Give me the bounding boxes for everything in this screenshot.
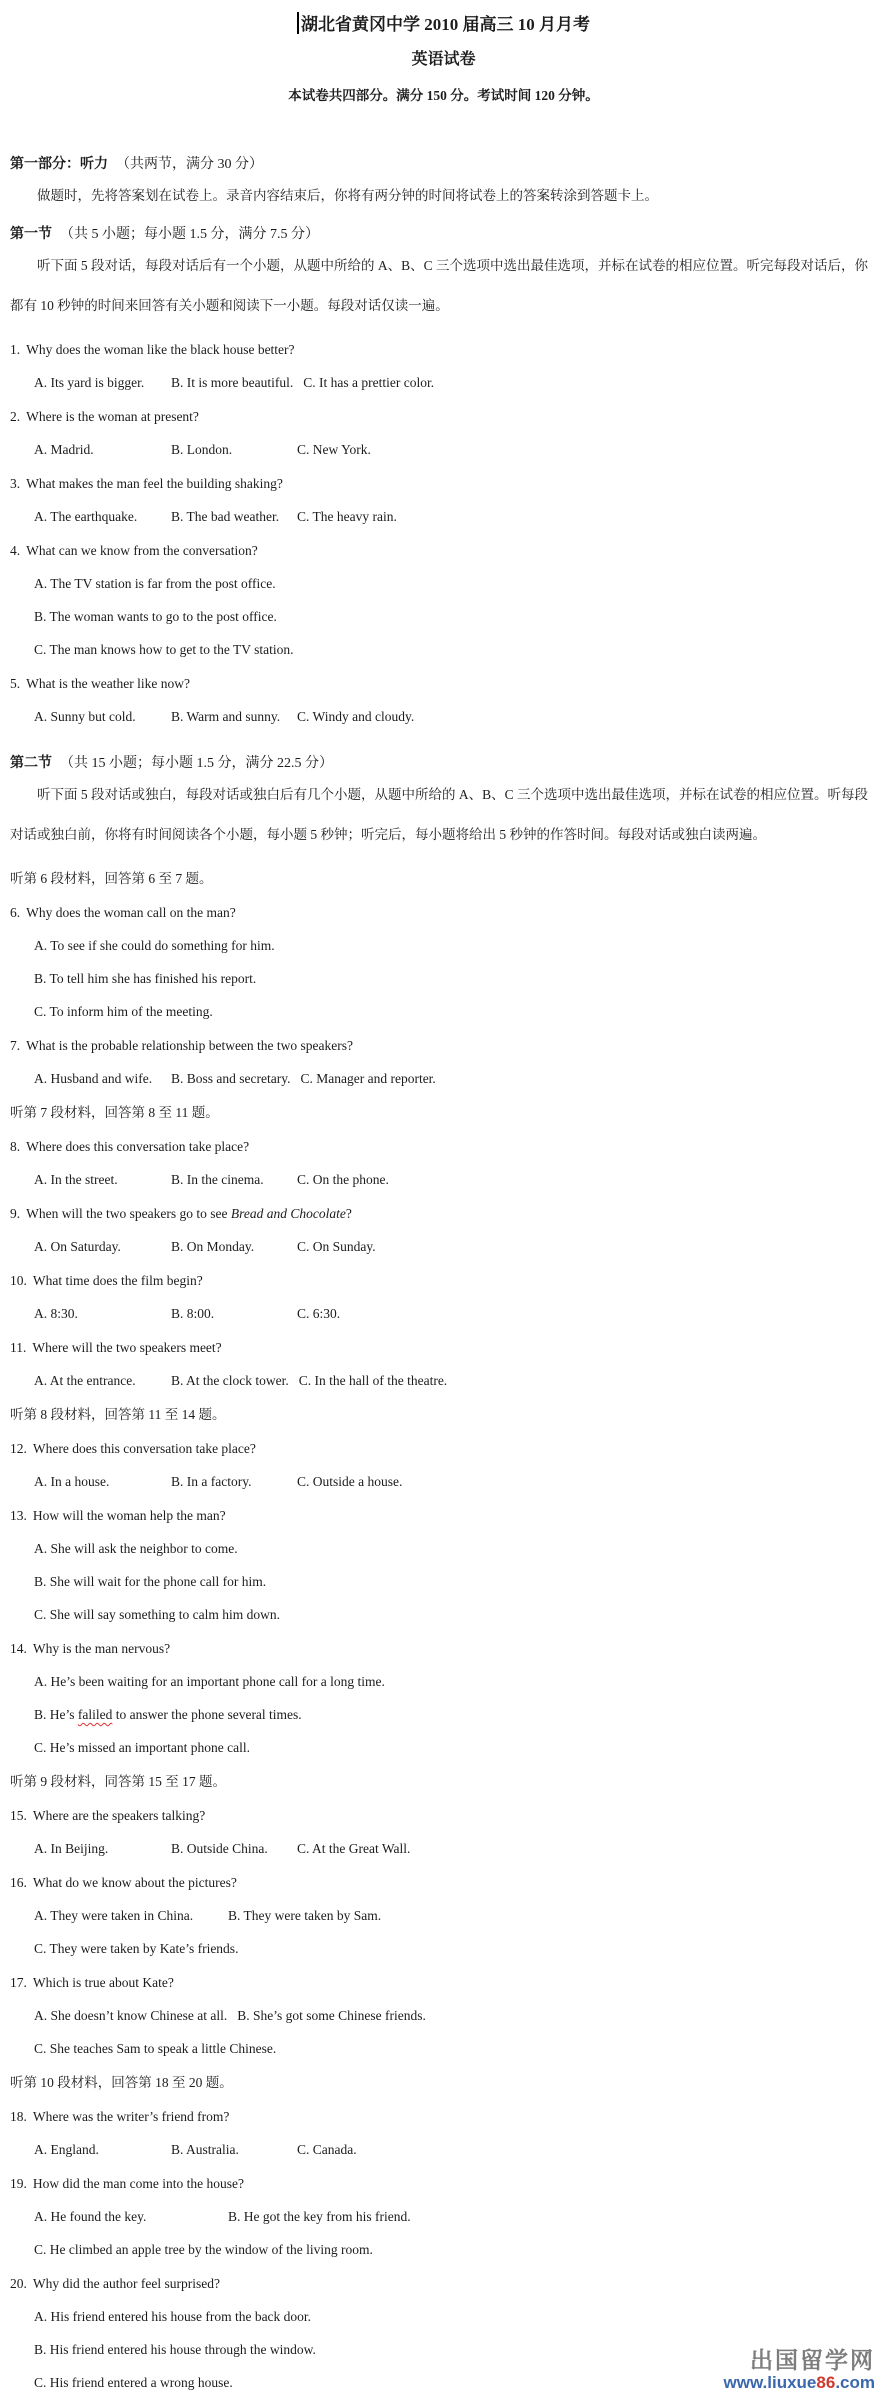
question-item-9 — [10, 1203, 877, 1257]
watermark — [724, 2347, 876, 2393]
question-line — [10, 2273, 877, 2294]
options-row — [10, 439, 877, 460]
options-row — [10, 2038, 877, 2059]
option-text-segment: C. Manager and reporter. — [300, 1071, 436, 1086]
option-text-segment: B. Warm and sunny. — [171, 709, 281, 724]
instruction-paragraph: 听下面 5 段对话或独白，每段对话或独白后有几个小题，从题中所给的 A、B、C 三个选项中选出最佳选项，并标在试卷的相应位置。听每段对话或独白前，你将有时间阅读各个小题，每小题 5 秒钟；听完后，每小题将给出 5 秒钟的作答时间。每段对话或独白读两遍。 — [10, 787, 869, 842]
option-text-segment: C. The man knows how to get to the TV station. — [34, 642, 294, 657]
option-text-segment: B. They were taken by Sam. — [228, 1908, 382, 1923]
material-note: 听第 9 段材料，同答第 15 至 17 题。 — [10, 1774, 226, 1789]
doc-meta: 本试卷共四部分。满分 150 分。考试时间 120 分钟。 — [288, 88, 599, 103]
option-text-segment: C. It has a prettier color. — [303, 375, 435, 390]
options-row — [10, 1236, 877, 1257]
question-line — [10, 406, 877, 427]
option-c — [34, 2242, 373, 2257]
option-b — [34, 1574, 266, 1589]
watermark-site-name: 出国留学网 — [750, 2347, 875, 2373]
doc-title-line — [10, 10, 877, 35]
option-text-segment: B. Outside China. — [171, 1841, 268, 1856]
question-item-6 — [10, 902, 877, 1022]
option-text-segment: to answer the phone several times. — [112, 1707, 302, 1722]
question-text — [26, 409, 199, 424]
option-text-segment: A. To see if she could do something for him. — [34, 938, 275, 953]
watermark-url-suffix: .com — [835, 2373, 875, 2392]
option-b — [171, 1236, 287, 1257]
option-c — [300, 1068, 877, 1089]
option-text-segment: B. To tell him she has finished his report. — [34, 971, 257, 986]
options-row — [10, 1001, 877, 1022]
options-row — [10, 1604, 877, 1625]
option-text-segment: A. 8:30. — [34, 1306, 78, 1321]
question-text — [33, 1875, 237, 1890]
option-c — [299, 1370, 877, 1391]
option-text-segment: A. England. — [34, 2142, 99, 2157]
option-text-segment: C. On the phone. — [297, 1172, 389, 1187]
question-line — [10, 1872, 877, 1893]
question-text — [33, 2276, 220, 2291]
option-b — [171, 506, 287, 527]
option-a — [34, 576, 276, 591]
part-heading — [10, 154, 877, 176]
option-text-segment: A. Its yard is bigger. — [34, 375, 145, 390]
options-row — [10, 2139, 877, 2160]
options-row — [10, 1571, 877, 1592]
option-c — [34, 2041, 276, 2056]
question-number: 14. — [10, 1641, 27, 1656]
heading-detail: （共 5 小题；每小题 1.5 分，满分 7.5 分） — [60, 227, 319, 242]
question-text — [33, 1441, 256, 1456]
option-text-segment: B. At the clock tower. — [171, 1373, 289, 1388]
section-heading — [10, 224, 877, 246]
option-c — [303, 372, 877, 393]
option-text-segment: B. He got the key from his friend. — [228, 2209, 411, 2224]
question-number: 13. — [10, 1508, 27, 1523]
options-row — [10, 1671, 877, 1692]
question-number: 8. — [10, 1139, 21, 1154]
option-text-segment: A. The earthquake. — [34, 509, 138, 524]
option-text-segment: C. She teaches Sam to speak a little Chinese. — [34, 2041, 277, 2056]
question-item-17 — [10, 1972, 877, 2059]
question-item-16 — [10, 1872, 877, 1959]
question-number: 5. — [10, 676, 21, 691]
question-text-segment: Why did the author feel surprised? — [32, 2276, 220, 2291]
options-row — [10, 1538, 877, 1559]
option-text-segment: A. His friend entered his house from the back door. — [34, 2309, 312, 2324]
option-text-segment: C. Outside a house. — [297, 1474, 403, 1489]
option-b — [34, 2342, 316, 2357]
option-b — [171, 1068, 290, 1089]
question-text-segment: Why is the man nervous? — [32, 1641, 171, 1656]
option-text-segment: B. Boss and secretary. — [171, 1071, 291, 1086]
question-item-13 — [10, 1505, 877, 1625]
option-c — [297, 1471, 877, 1492]
question-item-15 — [10, 1805, 877, 1859]
option-text-segment: B. In a factory. — [171, 1474, 252, 1489]
material-note: 听第 8 段材料，回答第 11 至 14 题。 — [10, 1407, 226, 1422]
section-heading — [10, 753, 877, 775]
option-a — [34, 706, 161, 727]
option-text-segment: C. Windy and cloudy. — [297, 709, 415, 724]
question-line — [10, 1203, 877, 1224]
option-text-segment: B. London. — [171, 442, 233, 457]
option-text-segment: C. To inform him of the meeting. — [34, 1004, 213, 1019]
question-text — [26, 905, 236, 920]
question-item-19 — [10, 2173, 877, 2260]
question-text-segment: Where was the writer’s friend from? — [32, 2109, 230, 2124]
question-text — [33, 2176, 244, 2191]
question-text — [33, 1273, 203, 1288]
question-item-5 — [10, 673, 877, 727]
option-text-segment: B. 8:00. — [171, 1306, 215, 1321]
option-text-segment: C. New York. — [297, 442, 371, 457]
option-text-segment: C. On Sunday. — [297, 1239, 376, 1254]
option-text-segment: A. She doesn’t know Chinese at all. — [34, 2008, 228, 2023]
option-a — [34, 2309, 311, 2324]
option-text-segment: C. His friend entered a wrong house. — [34, 2375, 233, 2390]
option-b — [171, 1169, 287, 1190]
option-b — [171, 1471, 287, 1492]
doc-subtitle: 英语试卷 — [411, 51, 476, 68]
option-a — [34, 439, 161, 460]
question-text — [26, 476, 283, 491]
question-text-segment: What do we know about the pictures? — [32, 1875, 237, 1890]
heading-label: 第一部分：听力 — [10, 157, 108, 172]
question-number: 18. — [10, 2109, 27, 2124]
option-text-segment: C. At the Great Wall. — [297, 1841, 411, 1856]
options-row — [10, 1737, 877, 1758]
question-text-segment: Where will the two speakers meet? — [32, 1340, 222, 1355]
option-b — [171, 372, 293, 393]
option-text-segment: C. He’s missed an important phone call. — [34, 1740, 250, 1755]
option-text-segment: A. In a house. — [34, 1474, 110, 1489]
question-item-12 — [10, 1438, 877, 1492]
option-c — [34, 1607, 280, 1622]
instruction-paragraph: 听下面 5 段对话，每段对话后有一个小题，从题中所给的 A、B、C 三个选项中选出最佳选项，并标在试卷的相应位置。听完每段对话后，你都有 10 秒钟的时间来回答有关小题和阅读下一小题。每段对话仅读一遍。 — [10, 258, 869, 313]
options-row — [10, 506, 877, 527]
question-number: 1. — [10, 342, 21, 357]
question-number: 17. — [10, 1975, 27, 1990]
option-text-segment: B. In the cinema. — [171, 1172, 264, 1187]
option-c — [297, 1169, 877, 1190]
option-text-segment: B. It is more beautiful. — [171, 375, 294, 390]
question-item-14 — [10, 1638, 877, 1758]
option-b — [228, 1905, 877, 1926]
question-text — [33, 1808, 205, 1823]
question-text-segment: ? — [345, 1206, 352, 1221]
watermark-url-highlight: 86 — [816, 2373, 836, 2392]
heading-detail: （共 15 小题；每小题 1.5 分，满分 22.5 分） — [60, 756, 333, 771]
option-a — [34, 1236, 161, 1257]
options-row — [10, 1068, 877, 1089]
options-row — [10, 1169, 877, 1190]
option-c — [34, 2375, 233, 2390]
option-c — [34, 642, 294, 657]
options-row — [10, 706, 877, 727]
option-b — [34, 971, 256, 986]
option-a — [34, 1541, 238, 1556]
question-text-segment: Where does this conversation take place? — [26, 1139, 250, 1154]
question-text-segment: Why does the woman like the black house better? — [26, 342, 295, 357]
question-item-11 — [10, 1337, 877, 1391]
question-line — [10, 1805, 877, 1826]
option-a — [34, 1674, 385, 1689]
instruction-paragraph: 做题时，先将答案划在试卷上。录音内容结束后，你将有两分钟的时间将试卷上的答案转涂到答题卡上。 — [37, 188, 658, 203]
question-item-3 — [10, 473, 877, 527]
question-text-segment: When will the two speakers go to see — [26, 1206, 231, 1221]
option-b — [171, 706, 287, 727]
option-text-segment: A. On Saturday. — [34, 1239, 121, 1254]
question-text-segment: What is the probable relationship between the two speakers? — [26, 1038, 354, 1053]
heading-label: 第一节 — [10, 227, 52, 242]
options-row — [10, 639, 877, 660]
option-a — [34, 2005, 227, 2026]
misspelled-word: faliled — [77, 1707, 113, 1722]
option-text-segment: A. He found the key. — [34, 2209, 147, 2224]
question-text-segment: Where does this conversation take place? — [32, 1441, 256, 1456]
question-number: 12. — [10, 1441, 27, 1456]
question-text-segment: Which is true about Kate? — [32, 1975, 174, 1990]
option-b — [171, 1370, 289, 1391]
question-text — [33, 1508, 226, 1523]
question-number: 16. — [10, 1875, 27, 1890]
option-a — [34, 1838, 161, 1859]
question-item-1 — [10, 339, 877, 393]
option-text-segment: B. The woman wants to go to the post office. — [34, 609, 277, 624]
option-c — [297, 2139, 877, 2160]
question-line — [10, 473, 877, 494]
question-item-8 — [10, 1136, 877, 1190]
question-line — [10, 540, 877, 561]
question-text — [26, 342, 294, 357]
options-row — [10, 2306, 877, 2327]
question-text-segment: What can we know from the conversation? — [26, 543, 258, 558]
question-text — [32, 1340, 221, 1355]
material-note: 听第 6 段材料，回答第 6 至 7 题。 — [10, 871, 213, 886]
options-row — [10, 1370, 877, 1391]
question-text-segment: What makes the man feel the building shaking? — [26, 476, 283, 491]
material-note: 听第 10 段材料，回答第 18 至 20 题。 — [10, 2075, 233, 2090]
question-line — [10, 1438, 877, 1459]
question-number: 11. — [10, 1340, 27, 1355]
options-row — [10, 968, 877, 989]
question-text — [26, 543, 258, 558]
option-a — [34, 2206, 218, 2227]
option-c — [34, 1740, 250, 1755]
option-a — [34, 1471, 161, 1492]
question-text-segment: Where are the speakers talking? — [32, 1808, 206, 1823]
option-text-segment: C. Canada. — [297, 2142, 357, 2157]
question-item-7 — [10, 1035, 877, 1089]
question-item-4 — [10, 540, 877, 660]
option-a — [34, 938, 275, 953]
question-line — [10, 1035, 877, 1056]
question-text-segment: Why does the woman call on the man? — [26, 905, 236, 920]
question-line — [10, 1638, 877, 1659]
option-text-segment: A. Husband and wife. — [34, 1071, 153, 1086]
option-text-segment: A. In the street. — [34, 1172, 118, 1187]
option-b — [171, 1303, 287, 1324]
question-text-segment: What is the weather like now? — [26, 676, 190, 691]
question-number: 2. — [10, 409, 21, 424]
option-a — [34, 2139, 161, 2160]
option-c — [297, 506, 877, 527]
option-a — [34, 1370, 161, 1391]
option-text-segment: A. In Beijing. — [34, 1841, 109, 1856]
option-text-segment: A. Sunny but cold. — [34, 709, 136, 724]
option-text-segment: A. He’s been waiting for an important phone call for a long time. — [34, 1674, 385, 1689]
options-row — [10, 1905, 877, 1926]
watermark-url-prefix: www.liuxue — [723, 2373, 817, 2392]
question-number: 9. — [10, 1206, 21, 1221]
options-row — [10, 2005, 877, 2026]
option-c — [34, 1004, 213, 1019]
question-text-segment: Bread and Chocolate — [230, 1206, 346, 1221]
question-number: 19. — [10, 2176, 27, 2191]
options-row — [10, 372, 877, 393]
option-text-segment: B. On Monday. — [171, 1239, 255, 1254]
option-c — [34, 1941, 238, 1956]
heading-label: 第二节 — [10, 756, 52, 771]
option-b — [34, 1707, 302, 1722]
options-row — [10, 2239, 877, 2260]
options-row — [10, 573, 877, 594]
question-item-10 — [10, 1270, 877, 1324]
options-row — [10, 1471, 877, 1492]
question-line — [10, 339, 877, 360]
option-text-segment: B. The bad weather. — [171, 509, 280, 524]
option-b — [171, 439, 287, 460]
doc-title: 湖北省黄冈中学 2010 届高三 10 月月考 — [301, 15, 590, 34]
option-c — [297, 1838, 877, 1859]
question-item-18 — [10, 2106, 877, 2160]
option-text-segment: C. In the hall of the theatre. — [298, 1373, 448, 1388]
option-a — [34, 372, 161, 393]
question-number: 10. — [10, 1273, 27, 1288]
question-line — [10, 673, 877, 694]
option-b — [34, 609, 277, 624]
question-text — [26, 1206, 352, 1221]
question-text-segment: How will the woman help the man? — [32, 1508, 226, 1523]
option-b — [237, 2005, 877, 2026]
option-b — [171, 1838, 287, 1859]
question-item-2 — [10, 406, 877, 460]
question-line — [10, 1136, 877, 1157]
question-number: 4. — [10, 543, 21, 558]
question-text — [33, 2109, 230, 2124]
option-text-segment: C. They were taken by Kate’s friends. — [34, 1941, 239, 1956]
question-text-segment: What time does the film begin? — [32, 1273, 203, 1288]
option-b — [171, 2139, 287, 2160]
option-a — [34, 1169, 161, 1190]
question-line — [10, 2173, 877, 2194]
question-line — [10, 2106, 877, 2127]
option-text-segment: A. Madrid. — [34, 442, 94, 457]
question-line — [10, 1270, 877, 1291]
options-row — [10, 1838, 877, 1859]
options-row — [10, 935, 877, 956]
option-text-segment: B. He’s — [34, 1707, 78, 1722]
option-text-segment: B. His friend entered his house through the window. — [34, 2342, 316, 2357]
option-c — [297, 706, 877, 727]
question-text-segment: Where is the woman at present? — [26, 409, 199, 424]
option-text-segment: A. The TV station is far from the post office. — [34, 576, 276, 591]
option-text-segment: C. The heavy rain. — [297, 509, 397, 524]
watermark-site-url — [724, 2373, 876, 2393]
question-line — [10, 1337, 877, 1358]
spacer — [10, 727, 877, 745]
options-row — [10, 2206, 877, 2227]
option-a — [34, 1905, 218, 1926]
option-text-segment: C. He climbed an apple tree by the window of the living room. — [34, 2242, 373, 2257]
question-number: 6. — [10, 905, 21, 920]
options-row — [10, 1303, 877, 1324]
question-text — [26, 1038, 353, 1053]
option-text-segment: A. They were taken in China. — [34, 1908, 194, 1923]
option-c — [297, 1236, 877, 1257]
question-line — [10, 902, 877, 923]
question-text — [33, 1641, 170, 1656]
material-note: 听第 7 段材料，回答第 8 至 11 题。 — [10, 1105, 219, 1120]
option-b — [228, 2206, 877, 2227]
document-body — [10, 154, 877, 2393]
question-text — [33, 1975, 174, 1990]
options-row — [10, 1938, 877, 1959]
question-number: 20. — [10, 2276, 27, 2291]
option-text-segment: B. She will wait for the phone call for him. — [34, 1574, 267, 1589]
question-number: 15. — [10, 1808, 27, 1823]
options-row — [10, 1704, 877, 1725]
option-text-segment: B. She’s got some Chinese friends. — [237, 2008, 426, 2023]
question-number: 3. — [10, 476, 21, 491]
question-text — [26, 1139, 249, 1154]
option-text-segment: B. Australia. — [171, 2142, 239, 2157]
option-a — [34, 1068, 161, 1089]
question-text — [26, 676, 190, 691]
text-cursor — [297, 12, 299, 34]
option-a — [34, 506, 161, 527]
option-text-segment: C. She will say something to calm him down. — [34, 1607, 280, 1622]
options-row — [10, 606, 877, 627]
option-text-segment: A. She will ask the neighbor to come. — [34, 1541, 238, 1556]
option-c — [297, 439, 877, 460]
question-line — [10, 1972, 877, 1993]
option-text-segment: C. 6:30. — [297, 1306, 341, 1321]
heading-detail: （共两节，满分 30 分） — [116, 157, 263, 172]
option-text-segment: A. At the entrance. — [34, 1373, 136, 1388]
question-number: 7. — [10, 1038, 21, 1053]
question-line — [10, 1505, 877, 1526]
option-c — [297, 1303, 877, 1324]
question-text-segment: How did the man come into the house? — [32, 2176, 244, 2191]
option-a — [34, 1303, 161, 1324]
